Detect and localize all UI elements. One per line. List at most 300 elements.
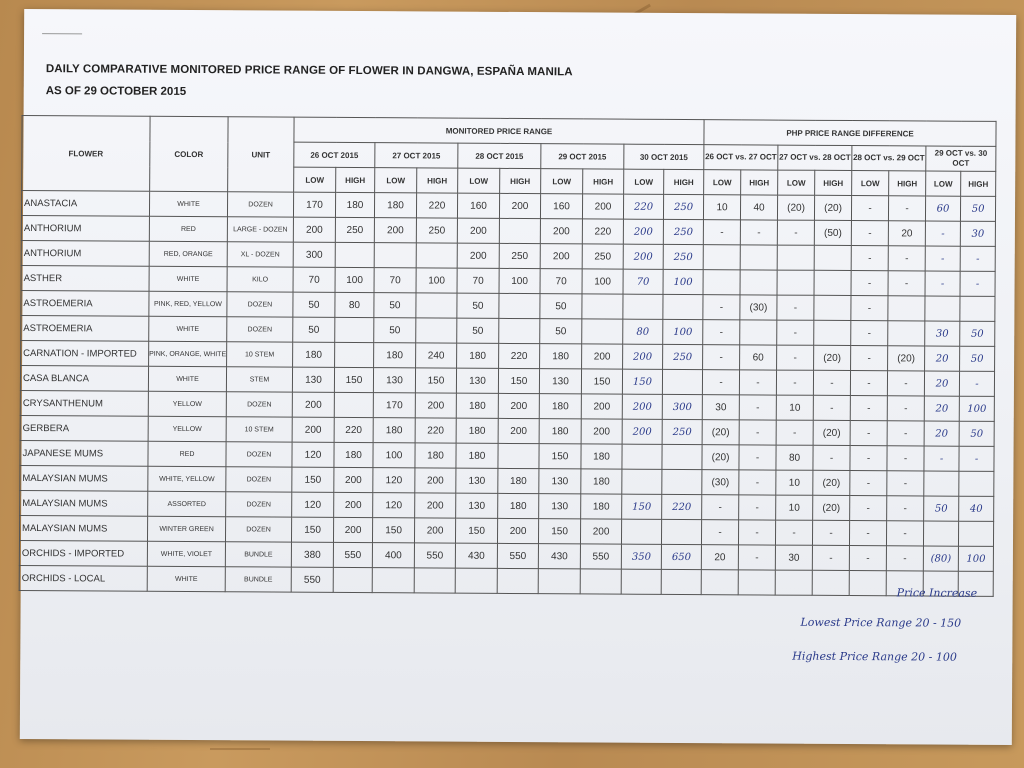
diff-cell: -	[959, 446, 994, 471]
price-cell: 200	[498, 418, 539, 443]
diff-cell: -	[739, 470, 776, 495]
price-cell: 180	[415, 443, 456, 468]
price-cell: 250	[663, 194, 703, 219]
price-cell: 180	[374, 193, 416, 218]
price-cell: 250	[416, 218, 457, 243]
diff-cell: -	[960, 271, 995, 296]
diff-cell: 40	[740, 195, 777, 220]
price-cell: 200	[623, 344, 663, 369]
price-cell: 50	[374, 293, 416, 318]
diff-cell: -	[888, 246, 925, 271]
color-cell: WHITE	[149, 266, 227, 291]
diff-cell: -	[887, 496, 924, 521]
unit-cell: DOZEN	[225, 517, 291, 542]
price-cell: 180	[539, 394, 581, 419]
header-low: LOW	[704, 170, 741, 195]
header-high: HIGH	[961, 171, 996, 196]
header-high: HIGH	[417, 168, 458, 193]
color-cell: RED, ORANGE	[149, 241, 227, 266]
price-cell	[455, 568, 497, 593]
price-cell: 550	[497, 543, 538, 568]
price-cell: 400	[372, 543, 414, 568]
header-low: LOW	[375, 168, 417, 193]
price-cell: 170	[373, 393, 415, 418]
diff-cell	[738, 570, 775, 595]
flower-cell: MALAYSIAN MUMS	[20, 490, 148, 516]
price-cell: 150	[455, 518, 497, 543]
price-cell: 200	[582, 344, 623, 369]
price-cell: 150	[291, 517, 333, 542]
header-high: HIGH	[583, 169, 624, 194]
color-cell: PINK, ORANGE, WHITE	[149, 341, 227, 366]
price-cell: 130	[456, 468, 498, 493]
price-cell: 200	[540, 244, 582, 269]
price-cell	[372, 568, 414, 593]
price-cell: 200	[457, 218, 499, 243]
diff-cell	[924, 521, 959, 546]
diff-cell: -	[739, 520, 776, 545]
diff-cell: -	[703, 320, 740, 345]
price-cell: 120	[292, 492, 334, 517]
price-cell: 250	[582, 244, 623, 269]
price-cell: 240	[416, 343, 457, 368]
header-high: HIGH	[889, 171, 926, 196]
diff-cell: 80	[776, 445, 813, 470]
price-cell	[582, 294, 623, 319]
price-cell: 130	[373, 368, 415, 393]
pen-mark	[42, 33, 82, 34]
diff-cell: -	[886, 546, 923, 571]
price-cell: 70	[293, 267, 335, 292]
price-cell: 250	[663, 344, 703, 369]
price-cell: 220	[582, 219, 623, 244]
header-low: LOW	[926, 171, 961, 196]
diff-cell	[777, 245, 814, 270]
unit-cell: 10 STEM	[226, 417, 292, 442]
color-cell: WINTER GREEN	[147, 516, 225, 541]
price-cell: 250	[499, 243, 540, 268]
header-high: HIGH	[664, 169, 704, 194]
price-cell: 380	[291, 542, 333, 567]
price-cell	[499, 218, 540, 243]
price-cell: 200	[622, 394, 662, 419]
flower-cell: GERBERA	[20, 415, 148, 441]
diff-cell: -	[813, 370, 850, 395]
price-cell: 220	[416, 193, 457, 218]
price-cell: 180	[373, 418, 415, 443]
table-row	[19, 565, 993, 596]
note-lowest-range: Lowest Price Range 20 - 150	[800, 615, 962, 630]
diff-cell: 20	[924, 421, 959, 446]
price-cell: 250	[335, 217, 374, 242]
diff-cell: 10	[703, 195, 740, 220]
header-date: 28 OCT 2015	[458, 143, 541, 169]
price-cell: 70	[540, 269, 582, 294]
price-cell: 100	[373, 443, 415, 468]
price-cell: 300	[293, 242, 335, 267]
price-cell: 160	[457, 193, 499, 218]
header-date: 30 OCT 2015	[624, 144, 704, 169]
header-diff: 26 OCT vs. 27 OCT	[704, 145, 778, 170]
price-cell	[663, 294, 703, 319]
price-cell	[499, 318, 540, 343]
price-cell: 200	[457, 243, 499, 268]
diff-cell: (20)	[813, 495, 850, 520]
diff-cell: -	[777, 320, 814, 345]
price-table	[19, 115, 997, 600]
price-cell: 180	[334, 442, 373, 467]
flower-cell: ORCHIDS - LOCAL	[19, 565, 147, 591]
price-cell: 200	[415, 393, 456, 418]
diff-cell	[959, 471, 994, 496]
diff-cell: (50)	[814, 220, 851, 245]
diff-cell	[924, 471, 959, 496]
price-cell: 200	[498, 393, 539, 418]
diff-cell: 20	[888, 221, 925, 246]
color-cell: WHITE, VIOLET	[147, 541, 225, 566]
diff-cell: (30)	[740, 295, 777, 320]
diff-cell: -	[850, 396, 887, 421]
price-cell: 100	[335, 267, 374, 292]
price-cell: 350	[621, 544, 661, 569]
price-cell: 120	[373, 468, 415, 493]
header-diff: 29 OCT vs. 30 OCT	[926, 146, 996, 171]
price-cell: 220	[662, 494, 702, 519]
price-cell	[662, 369, 702, 394]
header-low: LOW	[624, 169, 664, 194]
diff-cell: (20)	[888, 346, 925, 371]
diff-cell: -	[888, 271, 925, 296]
header-low: LOW	[541, 169, 583, 194]
diff-cell: -	[739, 495, 776, 520]
price-cell: 130	[292, 367, 334, 392]
price-cell	[333, 567, 372, 592]
price-cell: 150	[538, 519, 580, 544]
price-cell	[622, 469, 662, 494]
diff-cell: -	[851, 271, 888, 296]
price-cell: 200	[334, 492, 373, 517]
color-cell: WHITE	[149, 191, 227, 216]
diff-cell: 30	[960, 221, 995, 246]
price-cell: 180	[335, 192, 374, 217]
price-cell: 180	[374, 343, 416, 368]
diff-cell: -	[739, 420, 776, 445]
diff-cell: -	[739, 395, 776, 420]
price-cell: 150	[292, 467, 334, 492]
price-cell: 70	[374, 268, 416, 293]
price-cell: 130	[539, 369, 581, 394]
price-cell: 550	[580, 544, 621, 569]
header-color: COLOR	[150, 116, 228, 191]
flower-cell: MALAYSIAN MUMS	[20, 465, 148, 491]
diff-cell: (30)	[702, 470, 739, 495]
diff-cell: 10	[776, 395, 813, 420]
price-cell: 100	[663, 319, 703, 344]
price-cell	[621, 519, 661, 544]
unit-cell: DOZEN	[226, 392, 292, 417]
diff-cell: -	[887, 521, 924, 546]
diff-cell	[888, 296, 925, 321]
diff-cell: 20	[924, 371, 959, 396]
diff-cell: -	[959, 371, 994, 396]
price-cell: 430	[455, 543, 497, 568]
document-subtitle: AS OF 29 OCTOBER 2015	[45, 85, 187, 98]
diff-cell: 40	[959, 496, 994, 521]
header-date: 26 OCT 2015	[294, 142, 375, 167]
price-cell: 180	[457, 343, 499, 368]
flower-cell: ANTHORIUM	[21, 240, 149, 266]
diff-cell: -	[702, 495, 739, 520]
diff-cell: -	[887, 446, 924, 471]
diff-cell: 50	[960, 346, 995, 371]
color-cell: RED	[148, 441, 226, 466]
diff-cell: -	[703, 345, 740, 370]
price-cell: 150	[622, 369, 662, 394]
diff-cell: -	[740, 220, 777, 245]
header-diff: 28 OCT vs. 29 OCT	[852, 146, 926, 171]
color-cell: ASSORTED	[148, 491, 226, 516]
diff-cell: -	[850, 371, 887, 396]
price-cell: 150	[539, 444, 581, 469]
diff-cell: -	[813, 395, 850, 420]
price-cell	[580, 569, 621, 594]
color-cell: WHITE, YELLOW	[148, 466, 226, 491]
diff-cell	[960, 296, 995, 321]
diff-cell: -	[888, 196, 925, 221]
price-cell: 550	[414, 543, 455, 568]
price-cell	[335, 242, 374, 267]
price-cell	[662, 469, 702, 494]
diff-cell: -	[776, 520, 813, 545]
price-cell	[662, 444, 702, 469]
header-difference: PHP PRICE RANGE DIFFERENCE	[704, 120, 996, 147]
price-cell: 50	[457, 293, 499, 318]
price-cell: 220	[415, 418, 456, 443]
unit-cell: DOZEN	[226, 492, 292, 517]
note-highest-range: Highest Price Range 20 - 100	[792, 649, 957, 664]
diff-cell: 20	[925, 346, 960, 371]
price-cell	[374, 243, 416, 268]
price-cell: 100	[582, 269, 623, 294]
diff-cell: 60	[925, 196, 960, 221]
price-cell: 180	[581, 444, 622, 469]
price-cell: 80	[623, 319, 663, 344]
diff-cell: -	[812, 545, 849, 570]
diff-cell: -	[850, 446, 887, 471]
diff-cell: (20)	[814, 195, 851, 220]
price-cell: 180	[293, 342, 335, 367]
diff-cell: -	[887, 371, 924, 396]
diff-cell: -	[703, 295, 740, 320]
price-cell: 130	[539, 469, 581, 494]
diff-cell	[740, 270, 777, 295]
price-cell	[416, 318, 457, 343]
diff-cell: -	[851, 346, 888, 371]
price-cell: 180	[456, 443, 498, 468]
price-cell: 180	[498, 493, 539, 518]
diff-cell: -	[887, 396, 924, 421]
price-cell: 100	[663, 269, 703, 294]
price-cell	[623, 294, 663, 319]
header-high: HIGH	[336, 167, 375, 192]
price-cell: 130	[456, 368, 498, 393]
diff-cell	[775, 570, 812, 595]
diff-cell	[888, 321, 925, 346]
diff-cell	[925, 296, 960, 321]
price-cell	[335, 317, 374, 342]
price-cell: 150	[581, 369, 622, 394]
price-cell: 100	[499, 268, 540, 293]
price-cell: 50	[293, 292, 335, 317]
diff-cell: -	[925, 221, 960, 246]
diff-cell: -	[739, 445, 776, 470]
diff-cell: -	[850, 521, 887, 546]
diff-cell: -	[925, 246, 960, 271]
price-cell: 430	[538, 544, 580, 569]
diff-cell	[814, 295, 851, 320]
header-monitored: MONITORED PRICE RANGE	[294, 117, 704, 145]
price-cell: 200	[334, 467, 373, 492]
diff-cell	[812, 570, 849, 595]
diff-cell: -	[813, 445, 850, 470]
price-cell: 200	[292, 392, 334, 417]
price-cell: 250	[663, 244, 703, 269]
document-page	[20, 9, 1016, 745]
header-high: HIGH	[500, 168, 541, 193]
price-cell: 200	[581, 394, 622, 419]
diff-cell	[703, 245, 740, 270]
color-cell: WHITE	[149, 316, 227, 341]
diff-cell: 100	[959, 396, 994, 421]
unit-cell: DOZEN	[227, 192, 293, 217]
color-cell: YELLOW	[148, 391, 226, 416]
price-cell: 200	[497, 518, 538, 543]
diff-cell: -	[924, 446, 959, 471]
price-cell: 220	[623, 194, 663, 219]
price-cell: 150	[372, 518, 414, 543]
diff-cell	[814, 270, 851, 295]
price-cell: 200	[582, 194, 623, 219]
price-cell: 120	[373, 493, 415, 518]
diff-cell: 30	[702, 395, 739, 420]
price-cell: 150	[622, 494, 662, 519]
price-cell	[414, 568, 455, 593]
diff-cell: -	[738, 545, 775, 570]
price-cell	[661, 519, 701, 544]
price-cell: 180	[539, 419, 581, 444]
diff-cell: 20	[701, 545, 738, 570]
price-cell: 550	[291, 567, 333, 592]
diff-cell: (20)	[702, 420, 739, 445]
unit-cell: DOZEN	[227, 317, 293, 342]
diff-cell	[703, 270, 740, 295]
color-cell: YELLOW	[148, 416, 226, 441]
diff-cell: -	[777, 345, 814, 370]
price-cell: 200	[374, 218, 416, 243]
unit-cell: STEM	[226, 367, 292, 392]
unit-cell: LARGE - DOZEN	[227, 217, 293, 242]
price-cell: 50	[540, 294, 582, 319]
flower-cell: CRYSANTHENUM	[20, 390, 148, 416]
price-cell: 70	[457, 268, 499, 293]
diff-cell: (20)	[777, 195, 814, 220]
price-cell: 200	[293, 217, 335, 242]
color-cell: PINK, RED, YELLOW	[149, 291, 227, 316]
price-cell: 300	[662, 394, 702, 419]
price-cell	[334, 392, 373, 417]
header-diff: 27 OCT vs. 28 OCT	[778, 145, 852, 170]
price-cell: 200	[540, 219, 582, 244]
price-cell: 130	[539, 494, 581, 519]
flower-cell: CASA BLANCA	[20, 365, 148, 391]
flower-cell: ASTHER	[21, 265, 149, 291]
price-cell: 200	[415, 493, 456, 518]
color-cell: WHITE	[148, 366, 226, 391]
price-cell: 50	[457, 318, 499, 343]
header-low: LOW	[458, 168, 500, 193]
diff-cell: -	[813, 520, 850, 545]
price-cell: 180	[540, 344, 582, 369]
price-cell: 180	[456, 393, 498, 418]
document-title: DAILY COMPARATIVE MONITORED PRICE RANGE OF FLOWER IN DANGWA, ESPAÑA MANILA	[45, 63, 573, 79]
price-cell: 180	[498, 468, 539, 493]
price-cell: 200	[581, 419, 622, 444]
unit-cell: KILO	[227, 267, 293, 292]
price-cell: 50	[293, 317, 335, 342]
unit-cell: DOZEN	[226, 467, 292, 492]
price-cell: 250	[663, 219, 703, 244]
price-cell: 650	[661, 544, 701, 569]
price-cell: 200	[292, 417, 334, 442]
price-cell	[335, 342, 374, 367]
diff-cell: -	[849, 546, 886, 571]
price-cell: 200	[580, 519, 621, 544]
price-cell: 150	[415, 368, 456, 393]
diff-cell: (20)	[813, 420, 850, 445]
diff-cell: 30	[925, 321, 960, 346]
diff-cell: 50	[960, 196, 995, 221]
price-cell	[416, 243, 457, 268]
diff-cell: 50	[924, 496, 959, 521]
diff-cell: 50	[960, 321, 995, 346]
price-cell	[621, 569, 661, 594]
price-cell: 220	[499, 343, 540, 368]
diff-cell: (20)	[702, 445, 739, 470]
diff-cell	[701, 570, 738, 595]
price-cell	[498, 443, 539, 468]
diff-cell: (20)	[814, 345, 851, 370]
flower-cell: ASTROEMERIA	[21, 315, 149, 341]
note-price-increase: Price Increase	[896, 586, 978, 600]
diff-cell	[740, 245, 777, 270]
price-cell	[661, 569, 701, 594]
diff-cell: 10	[776, 470, 813, 495]
unit-cell: BUNDLE	[225, 542, 291, 567]
flower-cell: ANTHORIUM	[21, 215, 149, 241]
diff-cell: -	[851, 246, 888, 271]
diff-cell: -	[851, 221, 888, 246]
header-high: HIGH	[815, 170, 852, 195]
header-low: LOW	[294, 167, 336, 192]
diff-cell	[814, 320, 851, 345]
flower-cell: ORCHIDS - IMPORTED	[19, 540, 147, 566]
diff-cell	[814, 245, 851, 270]
flower-cell: ANASTACIA	[21, 190, 149, 216]
flower-cell: JAPANESE MUMS	[20, 440, 148, 466]
diff-cell: -	[776, 420, 813, 445]
diff-cell: -	[925, 271, 960, 296]
diff-cell: 50	[959, 421, 994, 446]
